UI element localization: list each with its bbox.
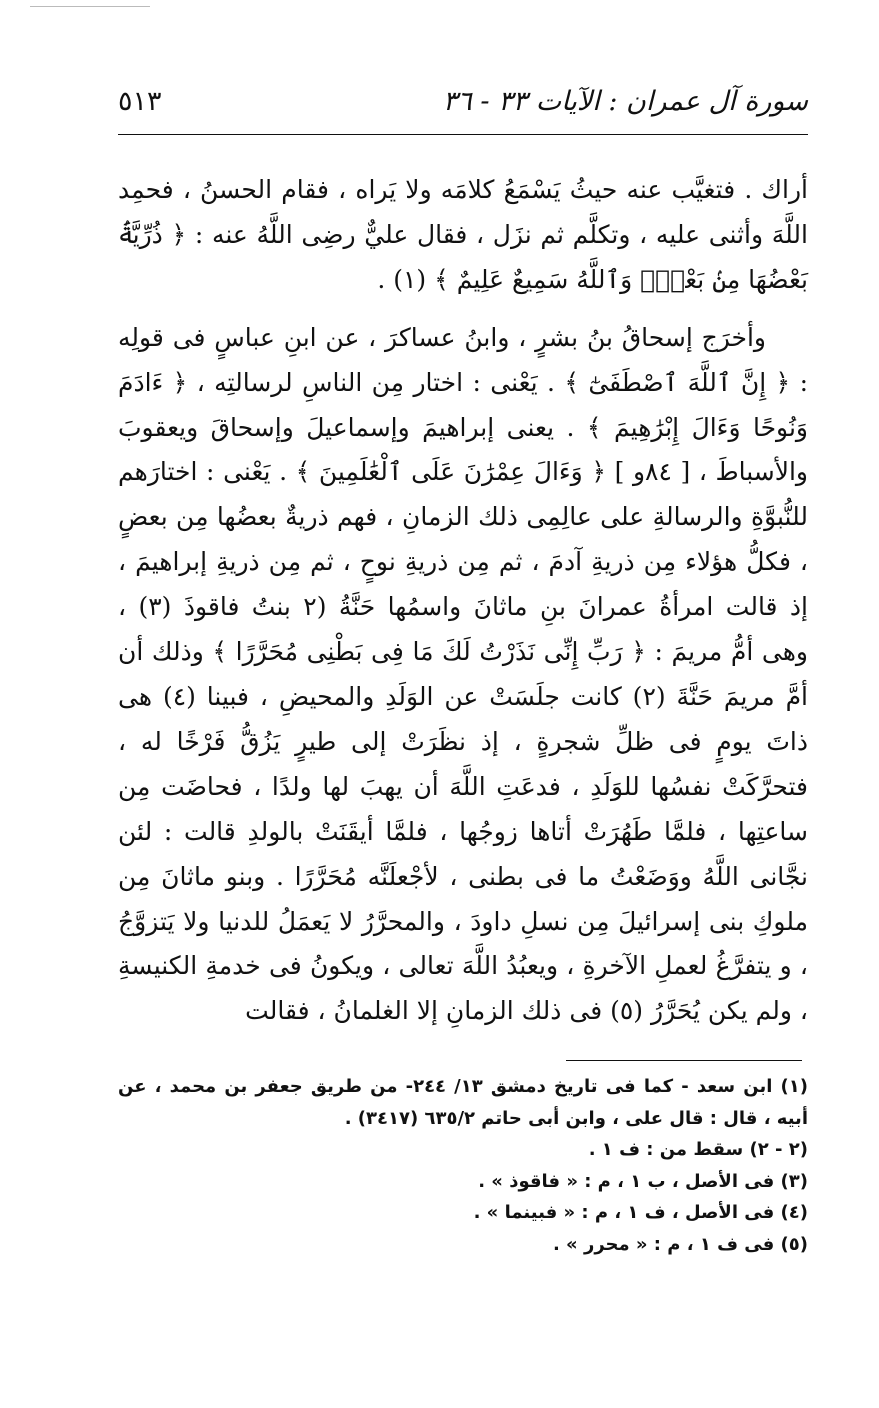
scan-mark (30, 6, 150, 7)
footnote-5: (٥) فى ف ١ ، م : « محرر » . (552, 1233, 808, 1255)
footnote-1: (١) ابن سعد - كما فى تاريخ دمشق ١٣/ ٢٤٤- من طريق جعفر بن محمد ، عن أبيه ، قال : قال على ، وابن أبى حاتم ٦٣٥/٢ (٣٤١٧) . (118, 1076, 808, 1129)
running-title: سورة آل عمران : الآيات ٣٣ - ٣٦ (442, 86, 808, 117)
footnotes (118, 1071, 808, 1260)
footnote-4: (٤) فى الأصل ، ف ١ ، م : « فبينما » . (473, 1202, 808, 1223)
main-text (118, 168, 808, 1034)
header-rule (118, 134, 808, 135)
footnote-rule (566, 1060, 802, 1061)
footnote-2: (٢ - ٢) سقط من : ف ١ . (588, 1139, 808, 1160)
footnote-3: (٣) فى الأصل ، ب ١ ، م : « فاقوذ » . (478, 1170, 808, 1192)
paragraph-2: وأخرَج إسحاقُ بنُ بشرٍ ، وابنُ عساكرَ ، عن ابنِ عباسٍ فى قولِه : ﴿ إِنَّ ٱللَّهَ ٱصْطَفَىٰٓ ﴾ . يَعْنى : اختار مِن الناسِ لرسالتِه ، ﴿ ءَادَمَ وَنُوحًا وَءَالَ إِبْرَٰهِيمَ ﴾ . يعنى إبراهيمَ وإسماعيلَ وإسحاقَ ويعقوبَ والأسباطَ ، [ ٨٤و ] ﴿ وَءَالَ عِمْرَٰنَ عَلَى ٱلْعَٰلَمِينَ ﴾ . يَعْنى : اختارَهم للنُّبوَّةِ والرسالةِ على عالِمِى ذلك الزمانِ ، فهم ذريةٌ بعضُها مِن بعضٍ ، فكلُّ هؤلاء مِن ذريةِ آدمَ ، ثم مِن ذريةِ نوحٍ ، ثم مِن ذريةِ إبراهيمَ ، إذ قالت امرأةُ عمرانَ بنِ ماثانَ واسمُها حَنَّةُ (٢ بنتُ فاقوذَ (٣) ، وهى أمُّ مريمَ : ﴿ رَبِّ إِنِّى نَذَرْتُ لَكَ مَا فِى بَطْنِى مُحَرَّرًا ﴾ وذلك أن أمَّ مريمَ حَنَّةَ (٢) كانت جلَسَتْ عن الوَلَدِ والمحيضِ ، فبينا (٤) هى ذاتَ يومٍ فى ظلِّ شجرةٍ ، إذ نظَرَتْ إلى طيرٍ يَزُقُّ فَرْخًا له ، فتحرَّكَتْ نفسُها للوَلَدِ ، فدعَتِ اللَّهَ أن يهبَ لها ولدًا ، فحاضَت مِن ساعتِها ، فلمَّا طَهُرَتْ أتاها زوجُها ، فلمَّا أيقَنَتْ بالولدِ قالت : لئن نجَّانى اللَّهُ ووَضَعْتُ ما فى بطنى ، لأجْعلَنَّه مُحَرَّرًا . وبنو ماثانَ مِن ملوكِ بنى إسرائيلَ مِن نسلِ داودَ ، والمحرَّرُ لا يَعمَلُ للدنيا ولا يَتزوَّجُ ، و يتفرَّغُ لعملِ الآخرةِ ، ويعبُدُ اللَّهَ تعالى ، ويكونُ فى خدمةِ الكنيسةِ ، ولم يكن يُحَرَّرُ (٥) فى ذلك الزمانِ إلا الغلمانُ ، فقالت (118, 322, 809, 1026)
paragraph-1: أراك . فتغيَّب عنه حيثُ يَسْمَعُ كلامَه ولا يَراه ، فقام الحسنُ ، فحمِد اللَّهَ وأثنى عليه ، وتكلَّم ثم نزَل ، فقال عليٌّ رضِى اللَّهُ عنه : ﴿ ذُرِّيَّةَۢ بَعْضُهَا مِنۢ بَعْضٍۗ وَٱللَّهُ سَمِيعٌ عَلِيمٌ ﴾ (١) . (118, 175, 808, 294)
page-header (118, 82, 808, 122)
page-number: ٥١٣ (118, 86, 162, 117)
